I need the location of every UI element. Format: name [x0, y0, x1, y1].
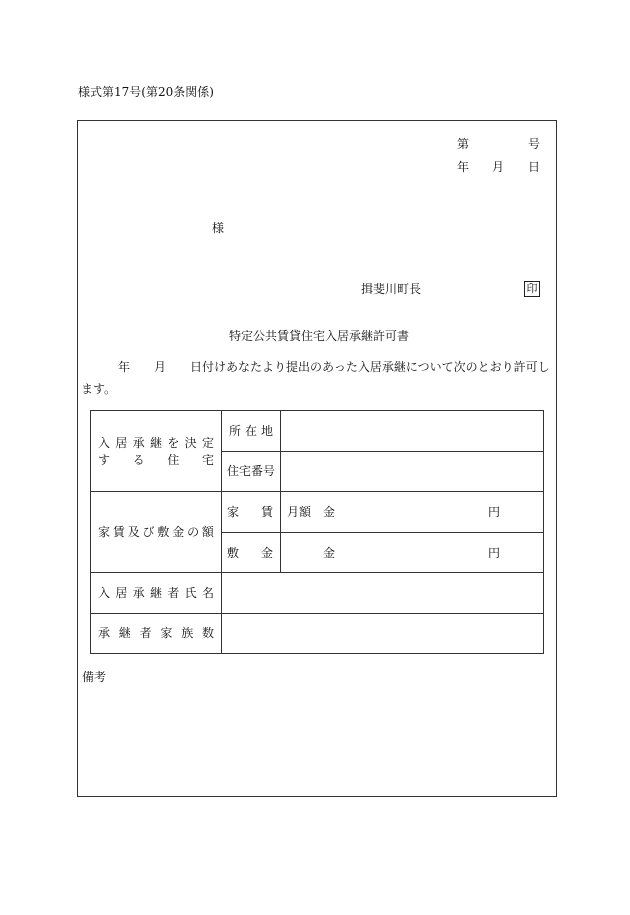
family-count-label: 承 継 者 家 族 数 [98, 626, 214, 640]
issuer-name: 揖斐川町長 [361, 282, 422, 296]
header-tsuki: 月 [492, 160, 505, 174]
body-line2: ます。 [81, 382, 117, 396]
header-go: 号 [528, 137, 541, 151]
seal-mark: 印 [524, 281, 540, 297]
deposit-yen: 円 [488, 546, 501, 560]
rent-kin: 金 [323, 505, 336, 519]
document-title: 特定公共賃貸住宅入居承継許可書 [229, 329, 410, 343]
housing-label-line1: 入 居 承 継 を 決 定 [98, 436, 214, 450]
form-label: 様式第17号(第20条関係) [78, 85, 214, 99]
header-dai: 第 [457, 137, 470, 151]
deposit-label: 敷 金 [227, 546, 273, 560]
remarks-label: 備考 [82, 670, 107, 684]
rent-label: 家 賃 [227, 505, 273, 519]
header-hi: 日 [528, 160, 541, 174]
body-nen: 年 [118, 360, 131, 374]
deposit-kin: 金 [323, 546, 336, 560]
location-label: 所 在 地 [229, 424, 273, 438]
body-line1: 日付けあなたより提出のあった入居承継について次のとおり許可し [190, 360, 550, 374]
housing-label-line2: す る 住 宅 [98, 453, 214, 467]
body-tsuki: 月 [154, 360, 167, 374]
addressee-suffix: 様 [212, 221, 225, 235]
rent-yen: 円 [488, 505, 501, 519]
housing-number-label: 住宅番号 [227, 464, 276, 478]
header-nen: 年 [457, 160, 470, 174]
rent-monthly: 月額 [287, 505, 312, 519]
successor-name-label: 入 居 承 継 者 氏 名 [98, 586, 214, 600]
permit-table [90, 410, 544, 654]
rent-deposit-label: 家 賃 及 び 敷 金 の 額 [98, 525, 214, 539]
